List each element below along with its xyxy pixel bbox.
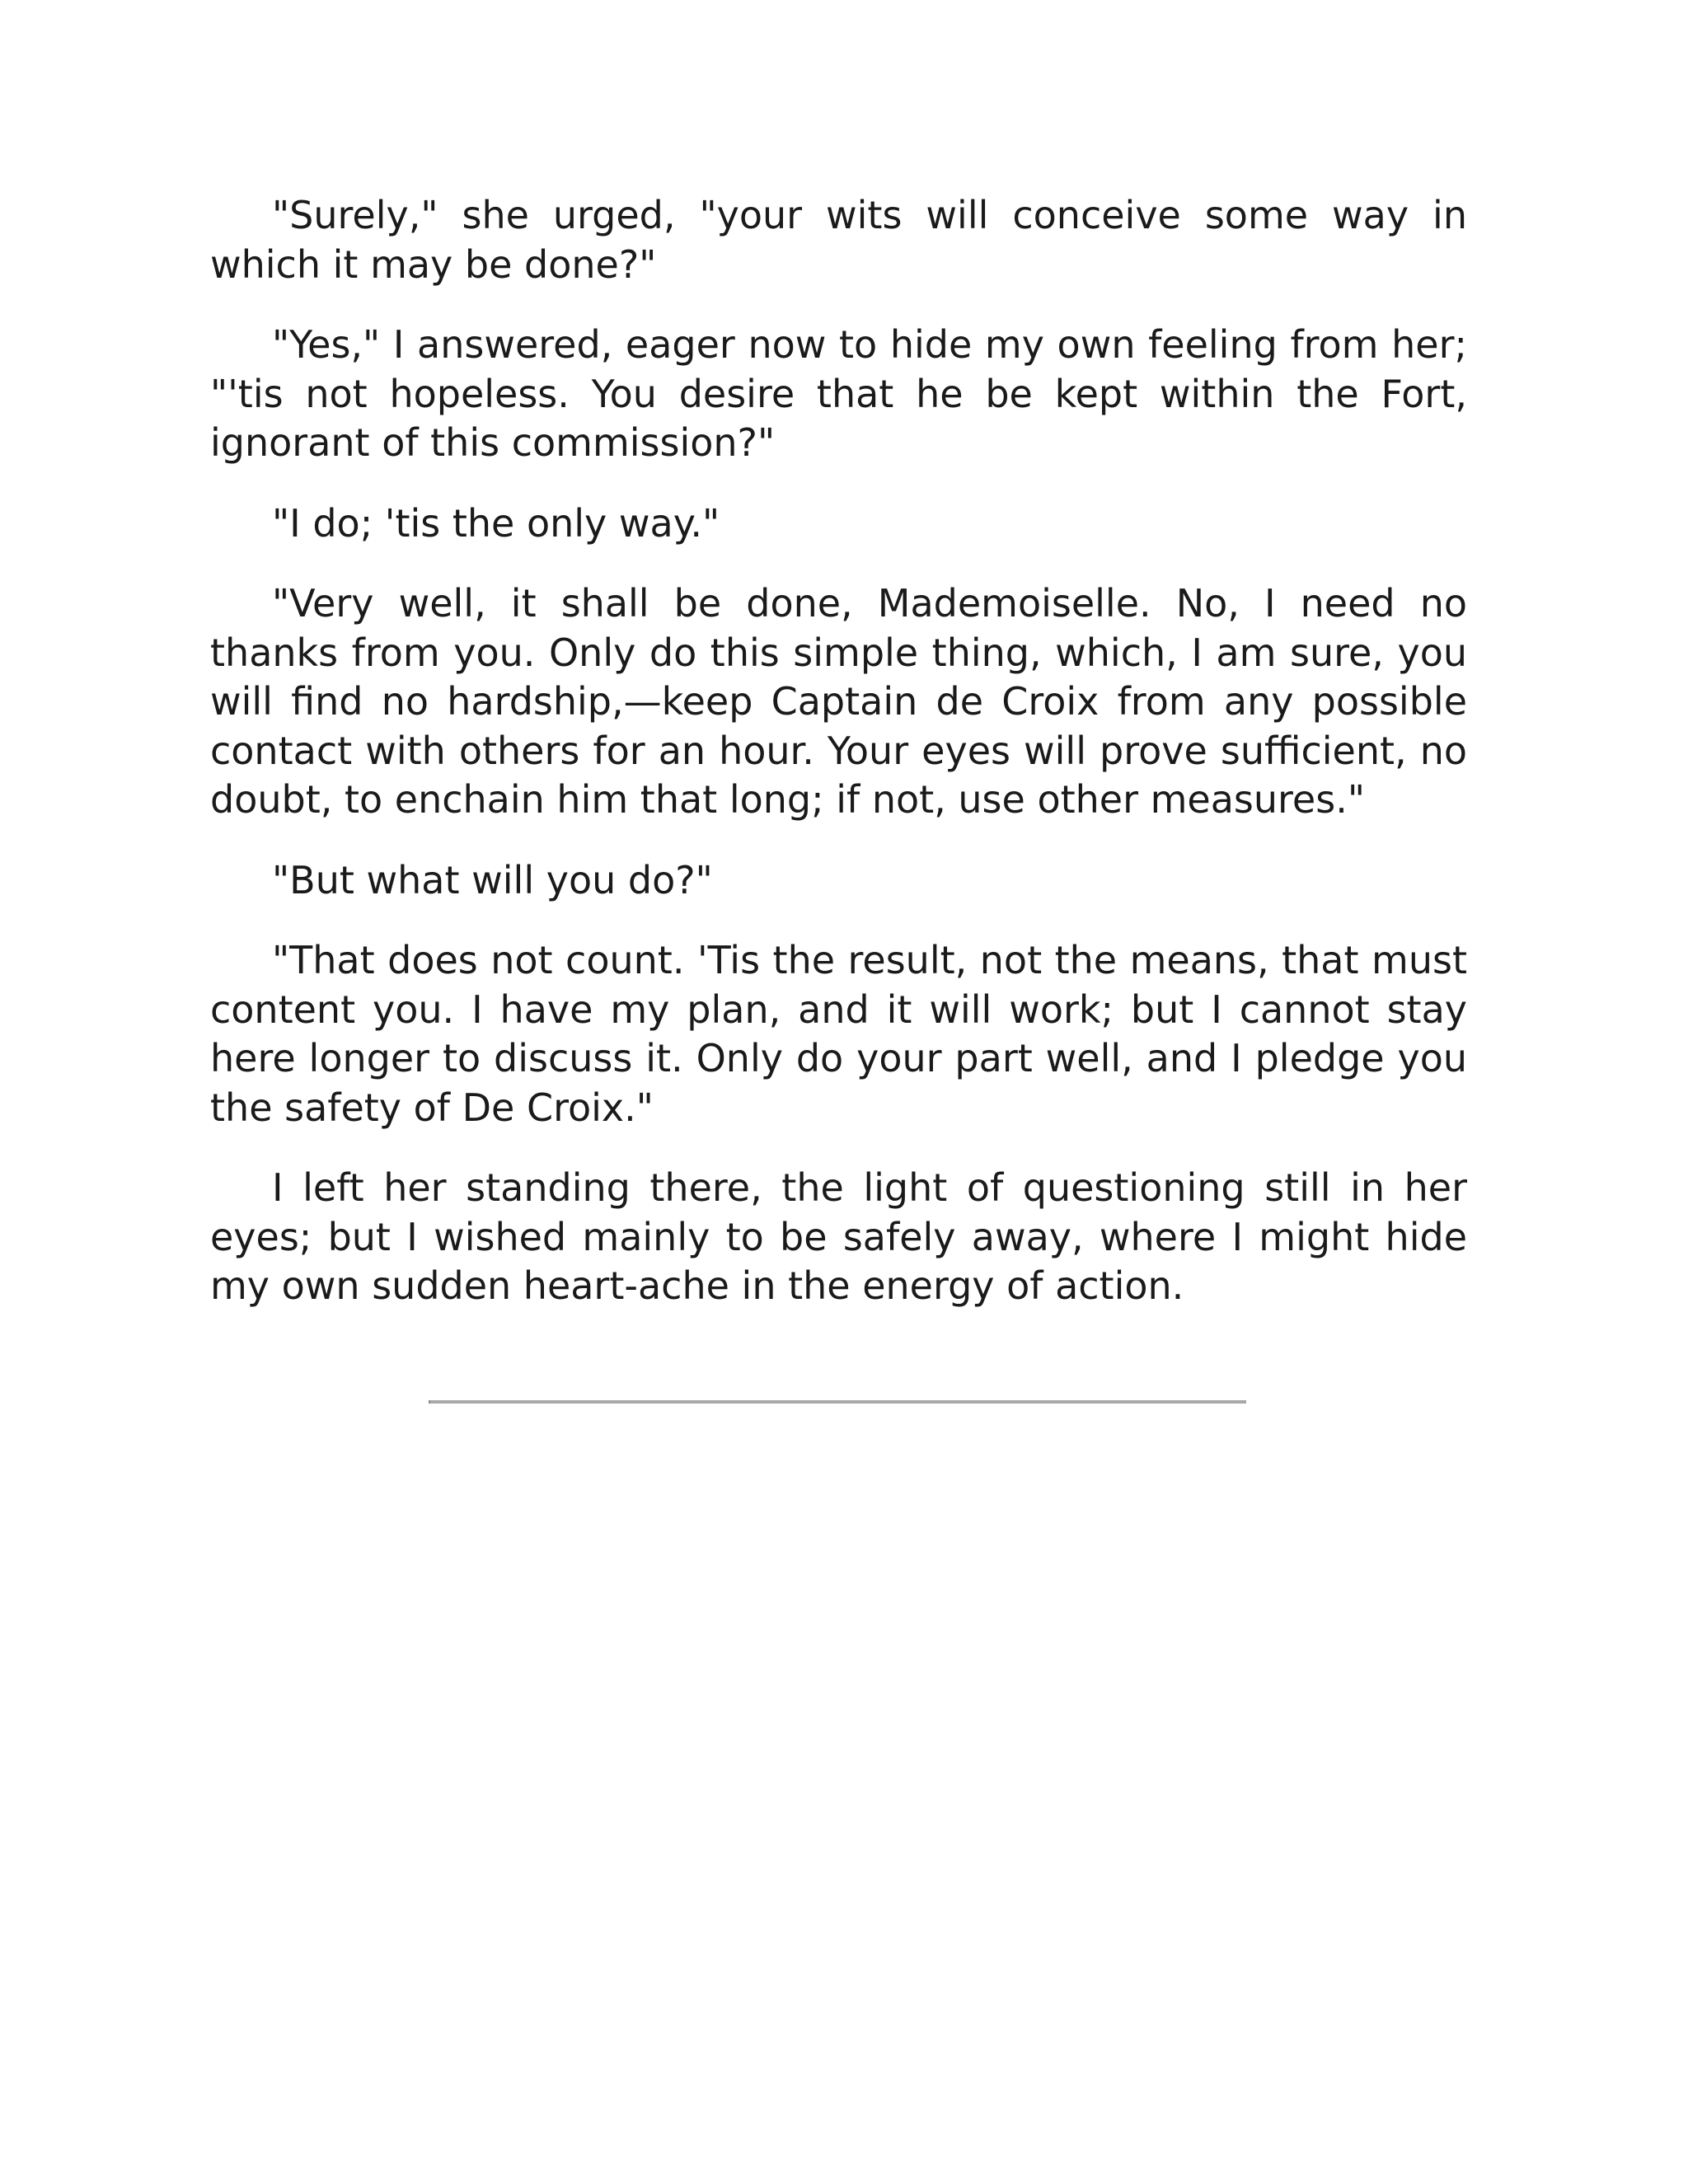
paragraph-4: "Very well, it shall be done, Mademoiselle. No, I need no thanks from you. Only do this simple thing, which, I am sure, you will find no hardship,—keep Captain de Croix from any possible contact with others for an hour. Your eyes will prove sufficient, no doubt, to enchain him that long; if not, use other measures." (210, 581, 1467, 822)
paragraph-2: "Yes," I answered, eager now to hide my own feeling from her; "'tis not hopeless. You desire that he be kept within the Fort, ignorant of this commission?" (210, 322, 1467, 465)
paragraph-3: "I do; 'tis the only way." (272, 500, 720, 546)
section-divider (429, 1400, 1246, 1404)
paragraph-5: "But what will you do?" (272, 857, 713, 902)
paragraph-7: I left her standing there, the light of questioning still in her eyes; but I wished mainly to be safely away, where I might hide my own sudden heart-ache in the energy of action. (210, 1165, 1467, 1308)
page-text (210, 191, 1467, 1343)
paragraph-1: "Surely," she urged, "your wits will conceive some way in which it may be done?" (210, 193, 1467, 287)
paragraph-6: "That does not count. 'Tis the result, not the means, that must content you. I have my plan, and it will work; but I cannot stay here longer to discuss it. Only do your part well, and I pledge you the safety of De Croix." (210, 938, 1467, 1130)
